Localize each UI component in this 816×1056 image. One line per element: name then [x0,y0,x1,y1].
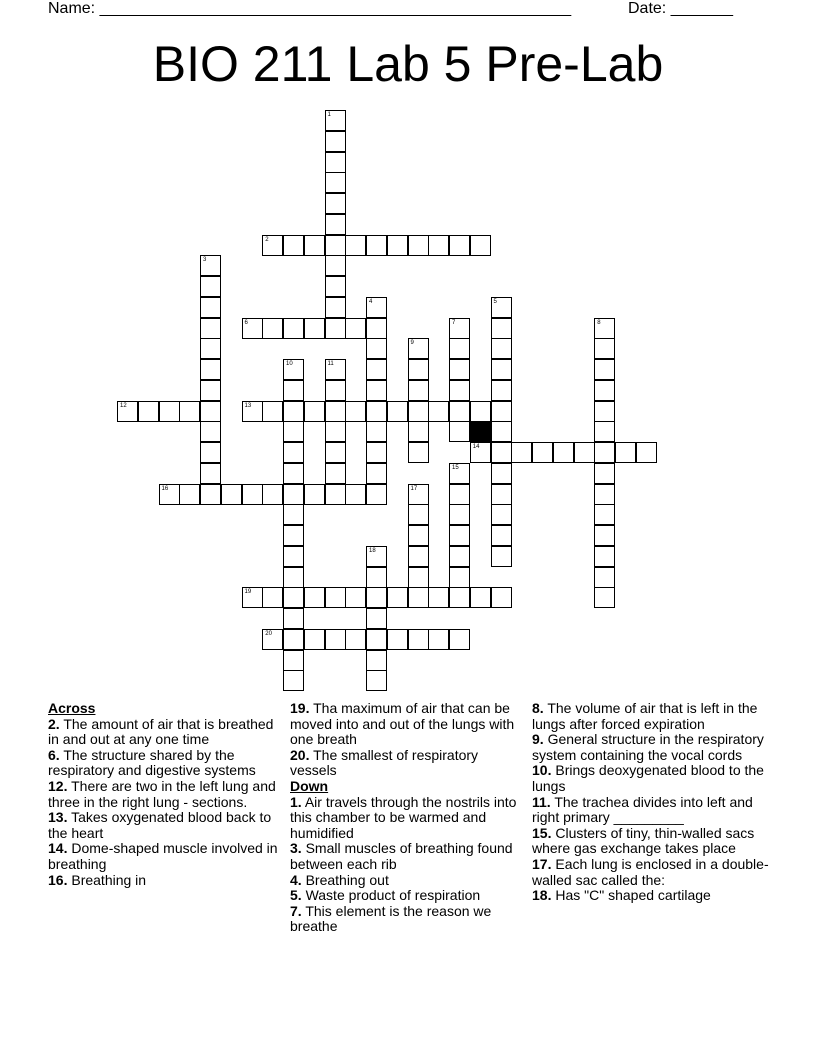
crossword-cell[interactable] [325,401,346,422]
crossword-cell[interactable] [283,608,304,629]
clue-text: The structure shared by the respiratory and digestive systems [48,746,256,779]
crossword-cell[interactable] [387,235,408,256]
crossword-cell[interactable] [283,463,304,484]
clue-down-8 [532,701,772,732]
crossword-cell[interactable] [283,504,304,525]
crossword-cell[interactable] [387,587,408,608]
crossword-cell[interactable] [366,318,387,339]
clue-down-3 [290,841,522,872]
crossword-cell[interactable] [491,484,512,505]
crossword-cell[interactable] [325,629,346,650]
crossword-cell[interactable] [325,380,346,401]
clue-number: 12. [48,777,68,794]
crossword-cell[interactable] [408,442,429,463]
crossword-cell[interactable] [470,401,491,422]
crossword-cell[interactable] [366,380,387,401]
clue-down-15 [532,826,772,857]
clue-number-label: 12 [120,402,127,409]
clue-number: 16. [48,871,68,888]
clue-down-17 [532,857,772,888]
clue-text: This element is the reason we breathe [290,902,492,935]
clue-text: Each lung is enclosed in a double-walled sac called the: [532,855,769,888]
clue-text: The volume of air that is left in the lungs after forced expiration [532,700,758,732]
crossword-cell[interactable] [242,484,263,505]
crossword-cell[interactable] [283,442,304,463]
crossword-cell[interactable] [304,401,325,422]
crossword-cell[interactable] [283,380,304,401]
crossword-cell[interactable] [200,338,221,359]
crossword-cell[interactable] [428,629,449,650]
crossword-cell[interactable] [283,318,304,339]
crossword-cell[interactable] [387,629,408,650]
crossword-cell[interactable] [325,152,346,173]
clue-text: The smallest of respiratory vessels [290,746,479,779]
clue-number-label: 15 [452,464,459,471]
crossword-cell[interactable] [449,380,470,401]
clue-text: Brings deoxygenated blood to the lungs [532,762,764,794]
clue-text: Small muscles of breathing found between each rib [290,840,513,872]
clue-number-label: 17 [410,485,418,492]
crossword-cell[interactable] [304,629,325,650]
crossword-cell[interactable] [408,525,429,546]
clue-across-13 [48,810,283,841]
crossword-cell[interactable] [408,401,429,422]
down-heading: Down [290,777,329,794]
clue-number-label: 6 [244,319,248,326]
clue-number: 7. [290,902,302,919]
crossword-cell[interactable] [594,359,615,380]
clue-number-label: 14 [472,444,480,450]
crossword-cell[interactable] [594,504,615,525]
clue-number: 9. [532,731,544,748]
crossword-cell[interactable] [366,650,387,671]
clue-number: 19. [290,700,310,716]
clue-number-label: 18 [369,547,376,554]
crossword-cell[interactable] [325,297,346,318]
clue-number: 2. [48,715,60,732]
clue-number: 10. [532,762,552,779]
crossword-cell[interactable] [594,546,615,567]
clue-text: General structure in the respiratory system containing the vocal cords [532,731,764,763]
clue-across-2 [48,717,283,748]
crossword-cell[interactable] [594,442,615,463]
crossword-cell[interactable] [408,504,429,525]
clue-number: 13. [48,809,68,826]
crossword-cell[interactable] [366,484,387,505]
crossword-cell[interactable] [325,255,346,276]
crossword-cell[interactable] [200,318,221,339]
clue-number-label: 20 [265,630,272,637]
crossword-cell[interactable] [491,525,512,546]
crossword-cell[interactable] [283,235,304,256]
crossword-cell[interactable] [449,401,470,422]
clue-down-4 [290,873,522,889]
clue-down-10 [532,763,772,794]
crossword-cell[interactable] [470,587,491,608]
crossword-cell[interactable] [594,567,615,588]
crossword-cell[interactable] [200,401,221,422]
clue-text: Breathing out [305,871,389,888]
clue-number-label: 19 [244,589,252,596]
clue-across-19 [290,701,522,748]
clue-number-label: 11 [327,361,334,367]
crossword-cell[interactable] [408,567,429,588]
crossword-cell[interactable] [491,442,512,463]
crossword-cell[interactable] [325,235,346,256]
clue-number-label: 2 [265,236,269,243]
crossword-cell[interactable] [179,484,200,505]
crossword-cell[interactable] [366,359,387,380]
crossword-cell[interactable] [283,567,304,588]
crossword-cell[interactable] [200,276,221,297]
crossword-cell[interactable] [304,235,325,256]
crossword-cell[interactable] [449,484,470,505]
crossword-cell[interactable] [179,401,200,422]
clue-text: Clusters of tiny, thin-walled sacs where gas exchange takes place [532,824,755,857]
crossword-cell[interactable] [594,421,615,442]
clue-number-label: 16 [161,485,169,492]
date-field[interactable]: Date: _______ [628,0,733,17]
crossword-cell[interactable] [304,484,325,505]
clue-number-label: 10 [286,361,293,367]
crossword-cell[interactable] [491,338,512,359]
clue-across-20 [290,748,522,779]
clue-number: 5. [290,887,302,904]
crossword-cell[interactable] [594,338,615,359]
crossword-cell[interactable] [366,670,387,691]
crossword-cell[interactable] [491,359,512,380]
crossword-cell[interactable] [428,587,449,608]
crossword-cell[interactable] [221,484,242,505]
crossword-cell[interactable] [408,546,429,567]
crossword-cell[interactable] [200,359,221,380]
crossword-cell[interactable] [366,442,387,463]
crossword-cell[interactable] [304,587,325,608]
crossword-cell[interactable] [408,587,429,608]
crossword-cell[interactable] [283,484,304,505]
clue-across-14 [48,841,283,872]
clue-number-label: 8 [597,319,601,326]
crossword-cell[interactable] [138,401,159,422]
crossword-cell[interactable] [345,629,366,650]
clue-text: The amount of air that is breathed in and out at any one time [48,715,274,748]
clue-number-label: 7 [452,319,456,326]
crossword-cell[interactable] [636,442,657,463]
clue-number: 17. [532,855,552,872]
crossword-cell[interactable] [491,380,512,401]
crossword-cell[interactable] [200,463,221,484]
crossword-cell[interactable] [491,421,512,442]
crossword-cell[interactable] [449,359,470,380]
crossword-cell[interactable] [283,546,304,567]
crossword-cell[interactable] [366,421,387,442]
crossword-cell[interactable] [449,235,470,256]
crossword-cell[interactable] [449,525,470,546]
clue-text: Dome-shaped muscle involved in breathing [48,840,278,872]
crossword-cell[interactable] [325,442,346,463]
crossword-cell[interactable] [262,484,283,505]
crossword-cell[interactable] [366,338,387,359]
clue-number-label: 4 [369,298,373,305]
crossword-cell[interactable] [345,587,366,608]
crossword-cell[interactable] [491,463,512,484]
crossword-cell[interactable] [325,318,346,339]
crossword-cell[interactable] [449,504,470,525]
crossword-cell[interactable] [594,525,615,546]
crossword-cell[interactable] [325,587,346,608]
crossword-cell[interactable] [408,629,429,650]
clue-across-6 [48,748,283,779]
crossword-cell[interactable] [283,650,304,671]
clue-number: 20. [290,746,310,763]
crossword-cell[interactable] [283,525,304,546]
crossword-cell[interactable] [325,484,346,505]
clue-across-12 [48,779,283,810]
clue-text: Takes oxygenated blood back to the heart [48,809,272,841]
crossword-cell[interactable] [470,235,491,256]
crossword-cell[interactable] [159,401,180,422]
crossword-cell[interactable] [428,401,449,422]
clue-text: Tha maximum of air that can be moved into and out of the lungs with one breath [290,700,515,748]
clue-text: Breathing in [71,871,147,888]
crossword-cell[interactable] [428,235,449,256]
crossword-cell[interactable] [408,380,429,401]
crossword-cell[interactable] [366,463,387,484]
crossword-cell[interactable] [408,421,429,442]
crossword-cell[interactable] [449,338,470,359]
crossword-cell[interactable] [200,442,221,463]
crossword-cell[interactable] [325,214,346,235]
crossword-cell[interactable] [304,318,325,339]
crossword-cell[interactable] [283,629,304,650]
crossword-cell[interactable] [283,670,304,691]
clue-down-9 [532,732,772,763]
crossword-cell[interactable] [532,442,553,463]
clue-number: 3. [290,840,302,857]
clue-number: 8. [532,700,544,716]
crossword-cell[interactable] [387,401,408,422]
crossword-cell[interactable] [325,421,346,442]
crossword-cell[interactable] [511,442,532,463]
crossword-cell[interactable] [449,421,470,442]
crossword-cell[interactable] [366,587,387,608]
crossword-cell[interactable] [283,421,304,442]
crossword-cell[interactable] [449,546,470,567]
crossword-cell[interactable] [200,297,221,318]
crossword-cell[interactable] [491,587,512,608]
crossword-cell[interactable] [594,401,615,422]
crossword-cell[interactable] [325,131,346,152]
crossword-cell[interactable] [366,567,387,588]
clue-number-label: 9 [410,340,414,347]
crossword-cell[interactable] [345,401,366,422]
crossword-cell[interactable] [325,172,346,193]
clues-column-1 [48,701,283,888]
crossword-cell[interactable] [366,608,387,629]
crossword-block [470,421,491,442]
clue-text: Has "C" shaped cartilage [555,887,711,904]
crossword-cell[interactable] [345,235,366,256]
crossword-cell[interactable] [491,401,512,422]
crossword-cell[interactable] [594,484,615,505]
crossword-cell[interactable] [345,318,366,339]
clue-number-label: 3 [203,257,207,264]
clue-down-7 [290,904,522,935]
crossword-cell[interactable] [594,380,615,401]
crossword-cell[interactable] [615,442,636,463]
clue-number: 18. [532,887,552,904]
page-title: BIO 211 Lab 5 Pre-Lab [152,36,664,92]
crossword-cell[interactable] [325,276,346,297]
crossword-cell[interactable] [325,463,346,484]
clue-down-11 [532,795,772,826]
crossword-cell[interactable] [200,380,221,401]
clue-across-16 [48,873,283,889]
crossword-cell[interactable] [594,463,615,484]
clue-number: 11. [532,793,551,810]
clue-number: 1. [290,793,302,810]
crossword-cell[interactable] [408,235,429,256]
crossword-cell[interactable] [553,442,574,463]
clue-text: Air travels through the nostrils into this chamber to be warmed and humidified [290,793,517,841]
clue-text: There are two in the left lung and three in the right lung - sections. [48,777,276,810]
clues-column-3 [532,701,772,904]
clue-down-1 [290,795,522,842]
clue-number: 6. [48,746,60,763]
crossword-cell[interactable] [449,629,470,650]
crossword-cell[interactable] [283,401,304,422]
crossword-cell[interactable] [200,421,221,442]
clue-number: 4. [290,871,302,888]
clue-down-18 [532,888,772,904]
crossword-cell[interactable] [366,401,387,422]
crossword-cell[interactable] [366,629,387,650]
crossword-cell[interactable] [449,567,470,588]
crossword-cell[interactable] [449,587,470,608]
crossword-cell[interactable] [491,504,512,525]
crossword-cell[interactable] [491,546,512,567]
name-field[interactable]: Name: _____________________________________________________ [48,0,572,17]
crossword-cell[interactable] [262,587,283,608]
crossword-cell[interactable] [491,318,512,339]
clue-text: Waste product of respiration [305,887,481,904]
clue-number: 15. [532,824,552,841]
clues-column-2 [290,701,522,935]
crossword-cell[interactable] [325,193,346,214]
across-heading: Across [48,700,96,716]
clue-down-5 [290,888,522,904]
clue-number-label: 1 [327,112,331,118]
crossword-cell[interactable] [262,318,283,339]
crossword-cell[interactable] [594,587,615,608]
clue-text: The trachea divides into left and right primary _________ [532,793,753,826]
clue-number-label: 13 [244,402,252,409]
crossword-cell[interactable] [262,401,283,422]
crossword-cell[interactable] [366,235,387,256]
crossword-cell[interactable] [408,359,429,380]
clue-number-label: 5 [493,298,497,305]
crossword-cell[interactable] [574,442,595,463]
crossword-cell[interactable] [200,484,221,505]
crossword-cell[interactable] [283,587,304,608]
clue-number: 14. [48,840,68,857]
crossword-cell[interactable] [345,484,366,505]
